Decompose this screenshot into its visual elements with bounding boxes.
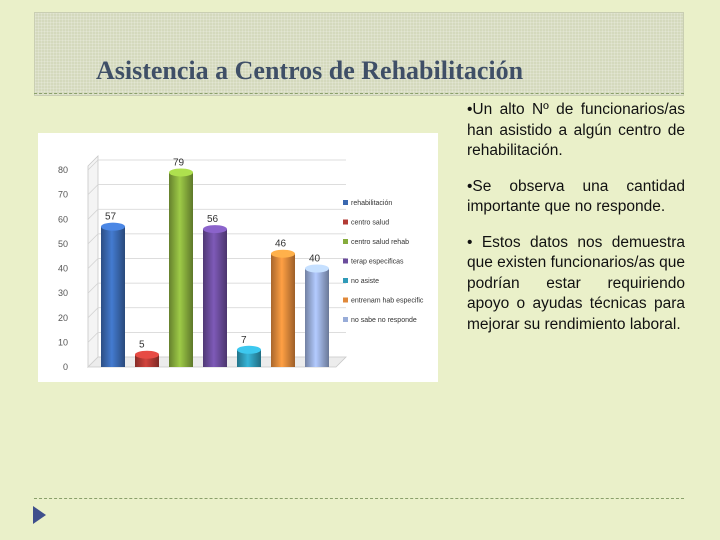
legend-swatch — [343, 200, 348, 205]
y-tick-label: 0 — [62, 362, 68, 372]
bar-top — [237, 346, 261, 354]
bar-chart — [38, 133, 438, 382]
bar-chart-panel — [38, 133, 438, 382]
legend-label: no sabe no responde — [351, 317, 417, 324]
footer-divider — [34, 498, 684, 499]
slide-title: Asistencia a Centros de Rehabilitación — [96, 56, 524, 85]
bar-top — [101, 223, 125, 231]
y-tick-label: 60 — [57, 214, 68, 225]
data-label: 46 — [275, 238, 287, 250]
bullet-1: •Un alto Nº de funcionarios/as han asistido a algún centro de rehabilitación. — [467, 101, 685, 159]
legend-label: centro salud — [351, 219, 390, 227]
legend-swatch — [343, 317, 348, 322]
bar-top — [305, 265, 329, 273]
legend-label: rehabilitación — [351, 200, 393, 207]
legend-swatch — [343, 239, 348, 244]
legend-swatch — [343, 220, 348, 225]
data-label: 79 — [173, 157, 185, 169]
legend-label: entrenam hab especific — [351, 297, 424, 305]
legend-label: centro salud rehab — [351, 239, 409, 246]
bar-no-sabe-no-responde — [305, 269, 329, 368]
bar-centro-salud-rehab — [169, 172, 193, 367]
bar-entrenam-hab-especific — [271, 254, 295, 367]
bar-rehabilitación — [101, 227, 125, 367]
y-tick-label: 20 — [57, 312, 68, 323]
bar-top — [271, 250, 295, 258]
legend-label: terap especificas — [351, 258, 404, 266]
legend-swatch — [343, 259, 348, 264]
next-slide-arrow-icon[interactable] — [33, 506, 46, 524]
bar-top — [169, 168, 193, 176]
legend-swatch — [343, 298, 348, 303]
y-tick-label: 30 — [57, 288, 68, 299]
bullet-text-column — [467, 100, 685, 350]
data-label: 5 — [139, 339, 145, 351]
bullet-2: •Se observa una cantidad importante que no responde. — [467, 177, 685, 215]
y-tick-label: 40 — [57, 263, 68, 274]
data-label: 7 — [241, 334, 247, 346]
side-wall — [88, 156, 98, 367]
data-label: 57 — [105, 211, 117, 223]
y-tick-label: 70 — [57, 189, 68, 200]
data-label: 56 — [207, 214, 219, 226]
bar-top — [203, 225, 227, 233]
y-tick-label: 10 — [57, 337, 68, 348]
legend-swatch — [343, 278, 348, 283]
gridline — [88, 185, 346, 195]
title-divider — [34, 93, 684, 94]
legend-label: no asiste — [351, 278, 380, 285]
bar-terap-especificas — [203, 229, 227, 367]
data-label: 40 — [309, 253, 321, 265]
bullet-3: • Estos datos nos demuestra que existen funcionarios/as que podrían estar requiriendo apoyo o ayudas técnicas para mejorar su rendimiento laboral. — [467, 233, 686, 333]
bar-top — [135, 351, 159, 359]
y-tick-label: 50 — [57, 238, 68, 249]
gridline — [88, 160, 346, 170]
y-tick-label: 80 — [57, 165, 68, 175]
